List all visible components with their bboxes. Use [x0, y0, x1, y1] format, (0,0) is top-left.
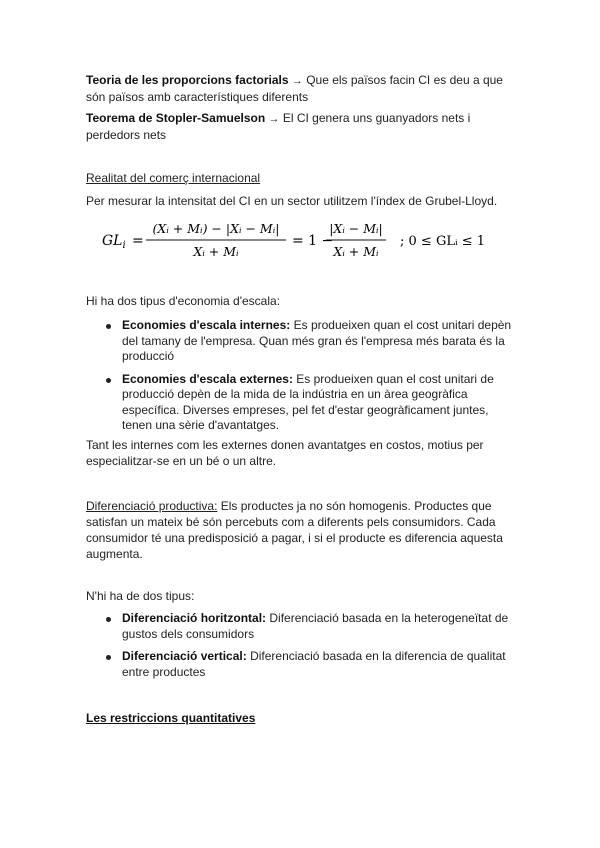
list-item-text: Diferenciació basada en la heterogeneïtat de gustos dels consumidors — [122, 611, 509, 641]
section-heading-restriccions: Les restriccions quantitatives — [86, 711, 256, 725]
list-item — [86, 649, 516, 680]
theory-title: Teorema de Stopler-Samuelson — [86, 111, 266, 125]
diferenciacio-intro: N'hi ha de dos tipus: — [86, 589, 195, 603]
list-item — [86, 318, 516, 365]
list-item-title: Economies d'escala externes: — [122, 371, 293, 386]
list-item-text: Es produeixen quan el cost unitari de producció depèn de la mida de la indústria en un àrea geogràfica específica. Diverses empreses, pel fet d'estar geogràficament juntes, tenen una sèrie d'avantatges. — [122, 371, 494, 432]
list-item-title: Economies d'escala internes: — [122, 318, 291, 332]
formula-equals-2: = 1 − — [292, 233, 334, 249]
theory-proporcions — [86, 72, 516, 105]
formula-denominator-2: Xᵢ + Mᵢ — [333, 244, 379, 259]
theory-stopler-samuelson — [86, 110, 516, 143]
right-arrow-icon: → — [291, 75, 303, 87]
formula-graphic — [100, 218, 510, 262]
theory-text: Que els països facin CI es deu a que són països amb característiques diferents — [86, 73, 503, 104]
escala-list — [86, 318, 516, 434]
section-heading-realitat: Realitat del comerç internacional — [86, 171, 261, 185]
formula-range: ; 0 ≤ GLᵢ ≤ 1 — [400, 234, 486, 249]
diferenciacio-text: Els productes ja no són homogenis. Productes que satisfan un mateix bé són percebuts com a diferents pels consumidors. Cada consumidor té una predisposició a pagar, i si el producte es diferencia aquesta augmenta. — [86, 499, 503, 561]
diferenciacio-paragraph — [86, 498, 516, 562]
formula-numerator-2: |Xᵢ − Mᵢ| — [329, 221, 383, 236]
diferenciacio-list — [86, 611, 516, 680]
list-item — [86, 372, 516, 434]
right-arrow-icon: → — [268, 113, 280, 125]
theory-text: El CI genera uns guanyadors nets i perdedors nets — [86, 111, 471, 142]
formula-equals: = — [132, 233, 144, 249]
list-item — [86, 611, 516, 642]
grubel-lloyd-formula — [100, 218, 510, 262]
list-item-title: Diferenciació horitzontal: — [122, 611, 267, 625]
list-item-title: Diferenciació vertical: — [122, 649, 247, 663]
theory-title: Teoria de les proporcions factorials — [86, 73, 289, 87]
diferenciacio-label: Diferenciació productiva: — [86, 499, 218, 513]
formula-denominator-1: Xᵢ + Mᵢ — [193, 244, 239, 259]
realitat-intro: Per mesurar la intensitat del CI en un sector utilitzem l'índex de Grubel-Lloyd. — [86, 194, 498, 208]
formula-numerator-1: (Xᵢ + Mᵢ) − |Xᵢ − Mᵢ| — [152, 221, 280, 236]
list-item-text: Diferenciació basada en la diferencia de qualitat entre productes — [122, 649, 506, 679]
formula-lhs: $GL_i$ — [102, 233, 126, 251]
escala-conclusion: Tant les internes com les externes donen avantatges en costos, motius per especialitzar-se en un bé o un altre. — [86, 438, 484, 468]
list-item-text: Es produeixen quan el cost unitari depèn del tamany de l'empresa. Quan més gran és l'empresa més barata és la producció — [122, 318, 512, 363]
escala-intro: Hi ha dos tipus d'economia d'escala: — [86, 294, 281, 308]
